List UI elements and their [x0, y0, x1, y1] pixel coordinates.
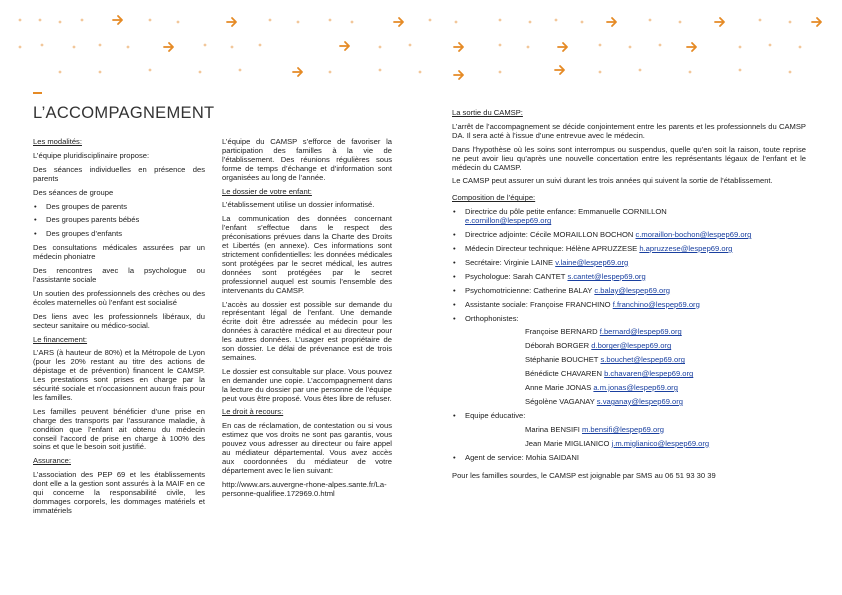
orthophoniste: Déborah BORGER d.borger@lespep69.org [525, 341, 672, 351]
arrow-icon [454, 71, 463, 79]
decorative-dot [769, 44, 772, 47]
transports-text: Les familles peuvent bénéficier d’une prise en charge des transports par l’assurance maladie, à condition que l’enfant ait obtenu du médecin conseil l’accord de prise en charge à 100% des soins et que le besoin soit justifié. [33, 406, 205, 452]
decorative-dot [739, 46, 742, 49]
decorative-dot [689, 71, 692, 74]
educateur: Marina BENSIFI m.bensifi@lespep69.org [525, 424, 664, 434]
sortie-heading: La sortie du CAMSP: [452, 108, 523, 117]
decorative-dot [527, 46, 530, 49]
column-sortie-equipe [452, 109, 806, 486]
member-email[interactable]: j.m.miglianico@lespep69.org [611, 438, 710, 448]
modalites-heading: Les modalités: [33, 137, 82, 146]
decorative-dot [99, 71, 102, 74]
arrow-icon [164, 43, 173, 51]
decorative-dot [759, 19, 762, 22]
recours-text: En cas de réclamation, de contestation ou si vous estimez que vos droits ne sont pas garantis, vous pouvez vous adresser au directeur ou faire appel au médiateur départemental. Vous avez accès aux coordonnées du médiateur de votre département avec le lien suivant: [222, 421, 392, 475]
decorative-dot [19, 46, 22, 49]
decorative-dot [649, 19, 652, 22]
participation-intro: L’équipe du CAMSP s’efforce de favoriser la participation des familles à la vie de l’établissement. Des réunions régulières sous forme de temps d’échange et d’information sont organisées au long de l’année. [222, 137, 392, 182]
decorative-arrow-pattern [0, 0, 842, 95]
arrow-icon [113, 16, 122, 24]
list-item: • Des groupes de parents [33, 203, 205, 212]
arrow-icon [454, 43, 463, 51]
team-member [452, 259, 806, 268]
educative-label: • Equipe éducative: [452, 412, 806, 421]
assurance-text: L’association des PEP 69 et les établissements dont elle a la gestion sont assurés à la MAIF en ce qui concerne la responsabilité civile, les dommages corporels, les dommages matériels et immatériels [33, 470, 205, 515]
decorative-dot [659, 44, 662, 47]
orthophoniste: Françoise BERNARD f.bernard@lespep69.org [525, 327, 682, 337]
member-label: Directrice du pôle petite enfance: Emmanuelle CORNILLON [465, 207, 667, 217]
educateur: Jean Marie MIGLIANICO j.m.miglianico@lespep69.org [525, 438, 710, 448]
composition-heading: Composition de l’équipe: [452, 193, 536, 203]
financement-heading: Le financement: [33, 334, 88, 344]
column-participation [222, 138, 392, 504]
decorative-dot [329, 71, 332, 74]
sortie-p1: L’arrêt de l’accompagnement se décide conjointement entre les parents et les professionnels du CAMSP DA. Il sera acté à l’issue d’une entrevue avec le médecin. [452, 121, 806, 140]
orthophoniste: Bénédicte CHAVAREN b.chavaren@lespep69.org [525, 369, 694, 379]
title-accent-bar [33, 92, 42, 94]
decorative-dot [199, 71, 202, 74]
decorative-dot [679, 21, 682, 24]
dossier-text: L’établissement utilise un dossier informatisé. [222, 200, 375, 210]
consultations-text: Des consultations médicales assurées par un médecin phoniatre [33, 243, 205, 262]
arrow-icon [340, 42, 349, 50]
member-email[interactable]: s.bouchet@lespep69.org [600, 355, 685, 365]
team-member [452, 301, 806, 310]
decorative-dot [599, 44, 602, 47]
groupes-list [33, 203, 205, 240]
arrow-icon [812, 18, 821, 26]
member-email[interactable]: a.m.jonas@lespep69.org [593, 383, 678, 393]
dossier-heading: Le dossier de votre enfant: [222, 186, 312, 196]
sortie-p2: Dans l’hypothèse où les soins sont interrompus ou suspendus, quelle qu’en soit la raison, toute reprise ne peut avoir lieu qu’après une nouvelle concertation entre les représentants légaux de l’enfant et le médecin du CAMSP. [452, 144, 806, 172]
decorative-dot [149, 69, 152, 72]
team-list [452, 208, 806, 323]
decorative-dot [177, 21, 180, 24]
decorative-dot [39, 19, 42, 22]
financement-text: L’ARS (à hauteur de 80%) et la Métropole de Lyon (pour les 20% restant au titre des actions de dépistage et de prévention) financent le CAMSP. Les prestations sont prises en charge par la sécurité sociale et n’occasionnent aucun frais pour les familles. [33, 348, 205, 402]
member-email[interactable]: v.laine@lespep69.org [555, 257, 629, 267]
decorative-dot [455, 21, 458, 24]
member-email[interactable]: s.vaganay@lespep69.org [596, 396, 684, 406]
decorative-dot [629, 46, 632, 49]
assurance-heading: Assurance: [33, 456, 71, 466]
decorative-dot [59, 21, 62, 24]
decorative-dot [204, 44, 207, 47]
team-member [452, 208, 806, 226]
decorative-dot [41, 44, 44, 47]
member-email[interactable]: m.bensifi@lespep69.org [581, 424, 664, 434]
member-label: Psychomotricienne: Catherine BALAY [465, 285, 593, 295]
seances-individuelles: Des séances individuelles en présence des parents [33, 164, 205, 183]
member-email[interactable]: f.franchino@lespep69.org [612, 299, 700, 309]
decorative-dot [581, 21, 584, 24]
educative-list [452, 412, 806, 421]
decorative-dot [231, 46, 234, 49]
agent-list [452, 454, 806, 463]
arrow-icon [687, 43, 696, 51]
liens-text: Des liens avec les professionnels libéraux, du secteur sanitaire ou médico-social. [33, 311, 205, 330]
member-label: Médecin Directeur technique: Hélène APRUZZESE [465, 243, 638, 253]
decorative-dot [59, 71, 62, 74]
rencontres-text: Des rencontres avec la psychologue ou l’assistante sociale [33, 266, 205, 284]
decorative-dot [739, 69, 742, 72]
decorative-dot [19, 19, 22, 22]
decorative-dot [239, 69, 242, 72]
orthophoniste: Anne Marie JONAS a.m.jonas@lespep69.org [525, 383, 678, 393]
decorative-dot [499, 19, 502, 22]
decorative-dot [81, 19, 84, 22]
team-member [452, 245, 806, 254]
decorative-dot [419, 71, 422, 74]
member-email[interactable]: h.apruzzese@lespep69.org [639, 243, 733, 253]
communication-text: La communication des données concernant l’enfant s’effectue dans le respect des préconisations prévues dans la Charte des Droits et Libertés (en annexe). Ces informations sont strictement confidentielles: les données médicales sont protégées par le secret médical, les autres données sont protégées par le secret professionnel auquel est soumis l’ensemble des intervenants du CAMSP. [222, 214, 392, 295]
member-email[interactable]: c.balay@lespep69.org [594, 285, 671, 295]
decorative-dot [149, 19, 152, 22]
decorative-dot [499, 44, 502, 47]
member-email[interactable]: b.chavaren@lespep69.org [604, 369, 694, 379]
decorative-dot [269, 19, 272, 22]
decorative-dot [429, 19, 432, 22]
arrow-icon [227, 18, 236, 26]
decorative-dot [499, 71, 502, 74]
decorative-dot [789, 21, 792, 24]
list-item: • Des groupes d’enfants [33, 230, 205, 239]
decorative-dot [379, 69, 382, 72]
decorative-dot [329, 19, 332, 22]
sortie-p3: Le CAMSP peut assurer un suivi durant les trois années qui suivent la sortie de l’établissement. [452, 176, 773, 186]
member-label: Directrice adjointe: Cécile MORAILLON BOCHON [465, 230, 634, 240]
decorative-dot [351, 21, 354, 24]
arrow-icon [558, 43, 567, 51]
column-modalites [33, 138, 205, 521]
decorative-dot [639, 69, 642, 72]
arrow-icon [607, 18, 616, 26]
arrow-icon [555, 66, 564, 74]
decorative-dot [259, 44, 262, 47]
member-email[interactable]: c.moraillon-bochon@lespep69.org [635, 230, 752, 240]
orthophoniste: Stéphanie BOUCHET s.bouchet@lespep69.org [525, 355, 685, 365]
orthophonistes-label: • Orthophonistes: [452, 315, 806, 324]
seances-groupe: Des séances de groupe [33, 187, 114, 197]
team-member [452, 287, 806, 296]
member-label: Psychologue: Sarah CANTET [465, 271, 566, 281]
member-email[interactable]: d.borger@lespep69.org [591, 341, 672, 351]
decorative-dot [409, 44, 412, 47]
list-item: • Des groupes parents bébés [33, 216, 205, 225]
decorative-dot [599, 71, 602, 74]
arrow-icon [715, 18, 724, 26]
decorative-dot [127, 46, 130, 49]
decorative-dot [297, 21, 300, 24]
member-label: Secrétaire: Virginie LAINE [465, 257, 554, 267]
soutien-text: Un soutien des professionnels des crèches ou des écoles maternelles où l’enfant est socialisé [33, 288, 205, 307]
member-email[interactable]: f.bernard@lespep69.org [599, 327, 682, 337]
team-member [452, 231, 806, 240]
decorative-dot [789, 71, 792, 74]
decorative-dot [73, 46, 76, 49]
arrow-icon [293, 68, 302, 76]
decorative-dot [799, 46, 802, 49]
page-title: L’ACCOMPAGNEMENT [33, 104, 215, 122]
member-email[interactable]: e.cornillon@lespep69.org [465, 216, 552, 226]
consultable-text: Le dossier est consultable sur place. Vous pouvez en demander une copie. L’accompagnement dans la lecture du dossier par une personne de l’équipe peut vous être proposé. Vous êtes libre de refuser. [222, 366, 392, 403]
modalites-intro: L’équipe pluridisciplinaire propose: [33, 150, 150, 160]
acces-text: L’accès au dossier est possible sur demande du représentant légal de l’enfant. Une demande écrite doit être adressée au médecin pour les données à caractère médical et au directeur pour les autres données. L’usager est propriétaire de son dossier. Le délai de prévenance est de trois semaines. [222, 299, 392, 362]
arrow-icon [394, 18, 403, 26]
orthophoniste: Ségolène VAGANAY s.vaganay@lespep69.org [525, 396, 684, 406]
member-email[interactable]: s.cantet@lespep69.org [567, 271, 646, 281]
member-label: Assistante sociale: Françoise FRANCHINO [465, 299, 611, 309]
decorative-dot [99, 44, 102, 47]
agent-de-service: • Agent de service: Mohia SAIDANI [452, 454, 806, 463]
decorative-dot [555, 19, 558, 22]
decorative-dot [379, 46, 382, 49]
recours-heading: Le droit à recours: [222, 407, 284, 417]
sms-contact: Pour les familles sourdes, le CAMSP est joignable par SMS au 06 51 93 30 39 [452, 471, 716, 481]
mediateur-link[interactable]: http://www.ars.auvergne-rhone-alpes.sante.fr/La-personne-qualifiee.172969.0.html [222, 479, 387, 498]
decorative-dot [529, 21, 532, 24]
team-member [452, 273, 806, 282]
